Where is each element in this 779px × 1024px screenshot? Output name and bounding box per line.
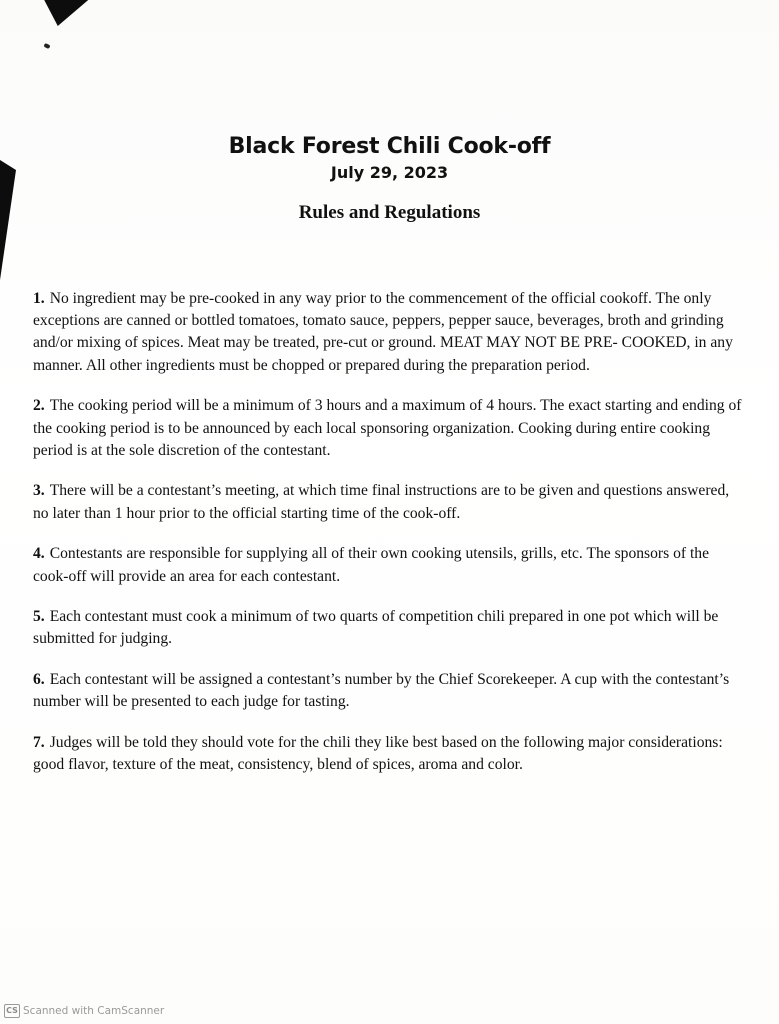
document-date: July 29, 2023: [330, 163, 449, 182]
rule-item: [33, 480, 745, 524]
rule-number: 1.: [33, 290, 45, 307]
rule-item: [33, 732, 745, 776]
rule-text: Contestants are responsible for supplying all of their own cooking utensils, grills, etc. The sponsors of the cook-off will provide an area for each contestant.: [33, 545, 710, 585]
rule-text: There will be a contestant’s meeting, at which time final instructions are to be given and questions answered, no later than 1 hour prior to the official starting time of the cook-off.: [33, 482, 730, 522]
document-subtitle: Rules and Regulations: [298, 202, 481, 223]
rule-text: The cooking period will be a minimum of 3 hours and a maximum of 4 hours. The exact starting and ending of the cooking period is to be announced by each local sponsoring organization. Cooking during entire cooking period is at the sole discretion of the contestant.: [33, 397, 742, 459]
rule-number: 6.: [33, 671, 45, 689]
rule-number: 7.: [33, 734, 45, 752]
camscanner-watermark: [4, 1004, 164, 1018]
scan-speck: [43, 43, 50, 49]
rules-list: [33, 288, 745, 795]
rule-item: [33, 606, 745, 650]
rule-item: [33, 543, 745, 587]
watermark-text: Scanned with CamScanner: [23, 1005, 165, 1017]
rule-item: [33, 395, 745, 462]
rule-item: [33, 288, 745, 377]
rule-number: 4.: [33, 545, 45, 563]
document-header: [0, 132, 779, 226]
rule-number: 2.: [33, 397, 45, 415]
camscanner-logo-icon: CS: [4, 1004, 20, 1018]
rule-number: 3.: [33, 482, 45, 500]
rule-text: Each contestant will be assigned a contestant’s number by the Chief Scorekeeper. A cup with the contestant’s number will be presented to each judge for tasting.: [33, 671, 730, 711]
rule-text: Each contestant must cook a minimum of two quarts of competition chili prepared in one pot which will be submitted for judging.: [33, 608, 719, 648]
rule-item: [33, 669, 745, 713]
rule-number: 5.: [33, 608, 45, 626]
document-title: Black Forest Chili Cook-off: [228, 134, 551, 159]
rule-text: No ingredient may be pre-cooked in any way prior to the commencement of the official cookoff. The only exceptions are canned or bottled tomatoes, tomato sauce, peppers, pepper sauce, beverages, broth and grinding and/or mixing of spices. Meat may be treated, pre-cut or ground. MEAT MAY NOT BE PRE- COOKED, in any manner. All other ingredients must be chopped or prepared during the preparation period.: [33, 290, 733, 374]
rule-text: Judges will be told they should vote for the chili they like best based on the following major considerations: good flavor, texture of the meat, consistency, blend of spices, aroma and color.: [33, 734, 723, 774]
scan-shadow-top: [36, 0, 88, 26]
